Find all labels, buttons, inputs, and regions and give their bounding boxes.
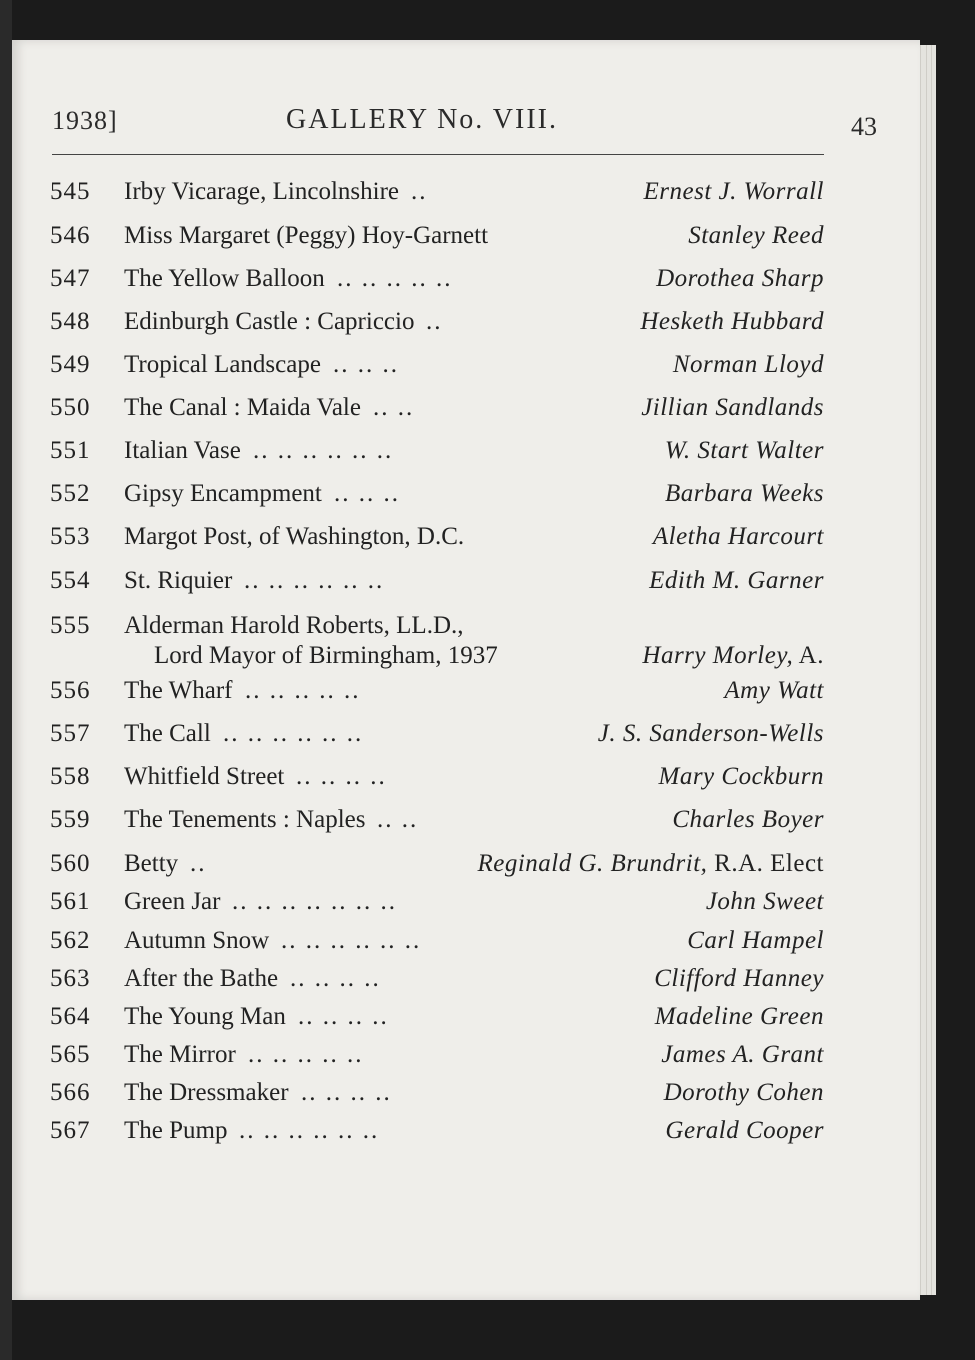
entry-number: 556 xyxy=(50,677,91,704)
catalogue-entry xyxy=(50,673,824,709)
entry-title: Margot Post, of Washington, D.C. xyxy=(124,523,465,550)
dot-leader: .. xyxy=(426,308,443,335)
artist-name: Edith M. Garner xyxy=(649,567,824,594)
catalogue-entry xyxy=(50,1113,824,1149)
catalogue-entry xyxy=(50,716,824,752)
entry-artist xyxy=(661,1037,824,1073)
entry-number: 566 xyxy=(50,1079,91,1106)
entry-number: 546 xyxy=(50,222,91,249)
catalogue-entry xyxy=(50,759,824,795)
entry-number: 567 xyxy=(50,1117,91,1144)
artist-name: Barbara Weeks xyxy=(664,480,824,507)
entry-number: 561 xyxy=(50,888,91,915)
catalogue-entry xyxy=(50,961,824,997)
dot-leader: .. .. .. xyxy=(333,351,399,378)
entry-number: 549 xyxy=(50,351,91,378)
artist-name: Carl Hampel xyxy=(687,927,824,954)
artist-name: J. S. Sanderson-Wells xyxy=(597,720,824,747)
entry-number: 552 xyxy=(50,480,91,507)
entry-number: 563 xyxy=(50,965,91,992)
artist-suffix: A. xyxy=(793,642,824,669)
entry-number: 548 xyxy=(50,308,91,335)
artist-name: Ernest J. Worrall xyxy=(643,178,824,205)
entry-number: 557 xyxy=(50,720,91,747)
entry-artist xyxy=(687,923,824,959)
entry-artist xyxy=(724,673,824,709)
entry-title: St. Riquier xyxy=(124,567,233,594)
artist-name: Madeline Green xyxy=(654,1003,824,1030)
entry-title: The Tenements : Naples xyxy=(124,806,366,833)
entry-title: The Call xyxy=(124,720,211,747)
artist-name: Stanley Reed xyxy=(688,222,824,249)
entry-title: Tropical Landscape xyxy=(124,351,321,378)
catalogue-entry xyxy=(50,846,824,882)
dot-leader: .. .. .. .. .. .. xyxy=(244,567,385,594)
entry-artist xyxy=(644,174,825,210)
artist-name: Dorothy Cohen xyxy=(663,1079,824,1106)
entry-title: The Dressmaker xyxy=(124,1079,289,1106)
dot-leader: .. .. .. .. xyxy=(301,1079,392,1106)
artist-name: John Sweet xyxy=(705,888,824,915)
entry-title: Irby Vicarage, Lincolnshire xyxy=(124,178,400,205)
dot-leader: .. .. .. .. xyxy=(296,763,387,790)
entry-number: 562 xyxy=(50,927,91,954)
entry-number: 565 xyxy=(50,1041,91,1068)
catalogue-entry xyxy=(50,563,824,599)
catalogue-entry xyxy=(50,884,824,920)
dot-leader: .. .. .. .. xyxy=(298,1003,389,1030)
entry-number: 550 xyxy=(50,394,91,421)
dot-leader: .. .. .. .. .. .. xyxy=(239,1117,380,1144)
catalogue-entry xyxy=(50,261,824,297)
header-year: 1938] xyxy=(52,106,118,135)
entry-artist xyxy=(688,218,824,254)
artist-name: James A. Grant xyxy=(661,1041,824,1068)
entry-artist xyxy=(641,390,824,426)
artist-name: Charles Boyer xyxy=(672,806,824,833)
catalogue-entry xyxy=(50,304,824,340)
dot-leader: .. xyxy=(190,850,207,877)
artist-name: Hesketh Hubbard xyxy=(640,308,824,335)
entry-number: 551 xyxy=(50,437,91,464)
dot-leader: .. xyxy=(411,178,428,205)
entry-number: 547 xyxy=(50,265,91,292)
catalogue-entry xyxy=(50,1075,824,1111)
dot-leader: .. .. .. .. xyxy=(290,965,381,992)
entry-number: 559 xyxy=(50,806,91,833)
entry-artist xyxy=(673,347,824,383)
entry-title: Betty xyxy=(124,850,179,877)
entry-artist xyxy=(477,846,824,882)
entry-artist xyxy=(706,884,824,920)
entry-artist xyxy=(640,304,824,340)
entry-artist xyxy=(653,519,824,555)
artist-name: Mary Cockburn xyxy=(658,763,824,790)
artist-name: Jillian Sandlands xyxy=(641,394,824,421)
artist-name: Amy Watt xyxy=(724,677,824,704)
dot-leader: .. .. .. .. .. .. xyxy=(281,927,422,954)
entry-number: 553 xyxy=(50,523,91,550)
entry-title: Alderman Harold Roberts, LL.D., xyxy=(124,612,464,639)
artist-name: Dorothea Sharp xyxy=(656,265,824,292)
entry-title: Whitfield Street xyxy=(124,763,285,790)
entry-number: 558 xyxy=(50,763,91,790)
catalogue-entry xyxy=(50,476,824,512)
catalogue-entry xyxy=(50,174,824,210)
entry-artist xyxy=(656,261,824,297)
artist-name: Harry Morley, xyxy=(642,642,794,669)
entry-artist xyxy=(665,433,824,469)
entry-title: Miss Margaret (Peggy) Hoy-Garnett xyxy=(124,222,489,249)
catalogue-entry xyxy=(50,923,824,959)
dot-leader: .. .. .. .. .. .. xyxy=(253,437,394,464)
entry-artist xyxy=(665,476,824,512)
entry-title: The Young Man xyxy=(124,1003,286,1030)
entry-title: The Pump xyxy=(124,1117,228,1144)
artist-name: Norman Lloyd xyxy=(672,351,824,378)
catalogue-entry xyxy=(50,802,824,838)
dot-leader: .. .. .. .. .. xyxy=(337,265,453,292)
entry-title: Gipsy Encampment xyxy=(124,480,322,507)
catalogue-entry xyxy=(50,519,824,555)
dot-leader: .. .. .. xyxy=(334,480,400,507)
catalogue-entry xyxy=(50,433,824,469)
entry-title: After the Bathe xyxy=(124,965,279,992)
catalogue-entry xyxy=(50,390,824,426)
page-number: 43 xyxy=(851,112,877,141)
entry-artist xyxy=(654,961,824,997)
artist-name: Gerald Cooper xyxy=(665,1117,824,1144)
entry-artist xyxy=(649,563,824,599)
entry-number: 545 xyxy=(50,178,91,205)
artist-name: Clifford Hanney xyxy=(654,965,824,992)
entry-artist xyxy=(642,638,824,674)
entry-title-line2: Lord Mayor of Birmingham, 1937 xyxy=(154,642,498,669)
artist-name: W. Start Walter xyxy=(664,437,824,464)
artist-name: Aletha Harcourt xyxy=(652,523,824,550)
entry-title: Edinburgh Castle : Capriccio xyxy=(124,308,415,335)
catalogue-entry xyxy=(50,1037,824,1073)
artist-name: Reginald G. Brundrit, xyxy=(477,850,708,877)
entry-artist xyxy=(655,999,824,1035)
entry-number: 564 xyxy=(50,1003,91,1030)
dot-leader: .. .. xyxy=(373,394,415,421)
entry-artist xyxy=(672,802,824,838)
header-title: GALLERY No. VIII. xyxy=(286,104,558,135)
dot-leader: .. .. .. .. .. .. xyxy=(223,720,364,747)
entry-number: 555 xyxy=(50,612,91,639)
dot-leader: .. .. .. .. .. xyxy=(248,1041,364,1068)
entry-title: The Wharf xyxy=(124,677,233,704)
entry-title: The Canal : Maida Vale xyxy=(124,394,361,421)
catalogue-entry xyxy=(50,347,824,383)
catalogue-entry xyxy=(50,608,824,669)
artist-suffix: R.A. Elect xyxy=(707,850,824,877)
entry-title: Autumn Snow xyxy=(124,927,270,954)
entry-artist xyxy=(664,1075,824,1111)
catalogue-entry xyxy=(50,999,824,1035)
entry-title: The Mirror xyxy=(124,1041,236,1068)
entry-title: Italian Vase xyxy=(124,437,241,464)
catalogue-entry xyxy=(50,218,824,254)
entry-artist xyxy=(659,759,825,795)
entry-title: The Yellow Balloon xyxy=(124,265,325,292)
entry-artist xyxy=(598,716,824,752)
entry-number: 554 xyxy=(50,567,91,594)
entry-title: Green Jar xyxy=(124,888,221,915)
dot-leader: .. .. xyxy=(377,806,419,833)
entry-number: 560 xyxy=(50,850,91,877)
dot-leader: .. .. .. .. .. xyxy=(245,677,361,704)
dot-leader: .. .. .. .. .. .. .. xyxy=(232,888,397,915)
entry-artist xyxy=(665,1113,824,1149)
